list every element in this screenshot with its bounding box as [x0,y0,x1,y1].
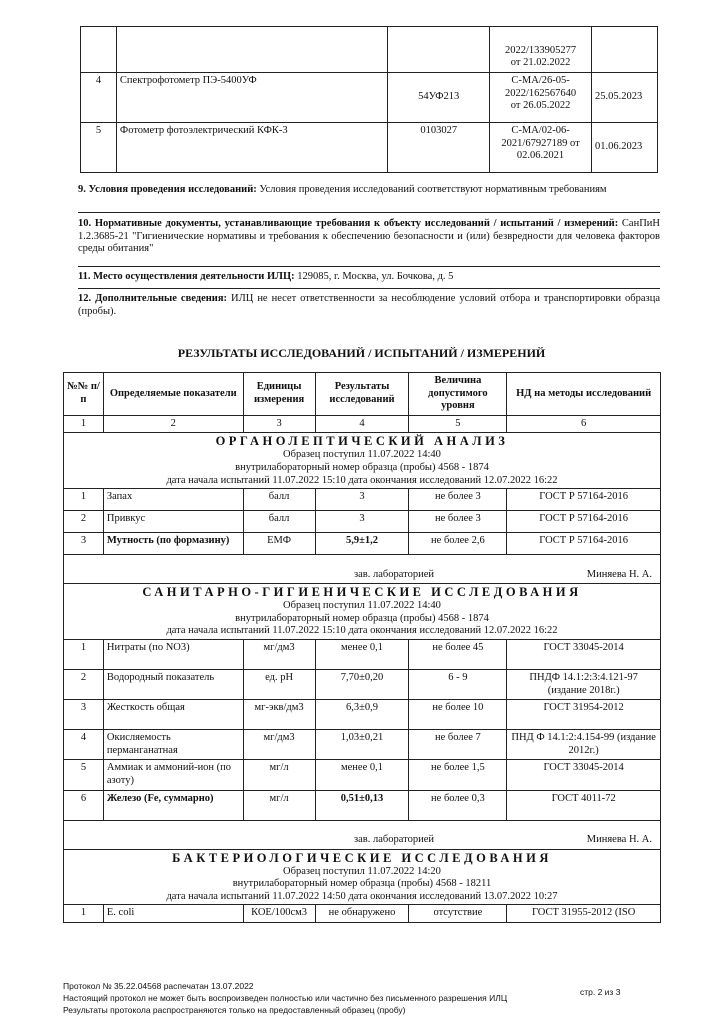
row-unit: балл [243,489,315,511]
row-limit: не более 2,6 [409,533,507,555]
header-limit: Величина допустимого уровня [409,373,507,416]
equip-cert: 2022/133905277 от 21.02.2022 [490,27,592,73]
row-limit: не более 0,3 [409,790,507,820]
section-10-text: СанПиН 1.2.3685-21 "Гигиенические нормативы и требования к обеспечению безопасности и (или) безвредности для человека факторов среды обитания" [78,218,660,255]
row-unit: мг/л [243,760,315,790]
row-limit: не более 1,5 [409,760,507,790]
row-unit: ЕМФ [243,533,315,555]
row-result: 6,3±0,9 [315,700,409,730]
sanitary-rows [64,639,661,820]
section-11-text: 129085, г. Москва, ул. Бочкова, д. 5 [294,271,454,282]
equip-num: 5 [81,123,117,173]
signature-row [64,555,661,584]
bacteriological-rows [64,905,661,923]
equip-serial: 0103027 [388,123,490,173]
organoleptic-lab-num: внутрилабораторный номер образца (пробы) 4568 - 1874 [235,461,489,473]
row-unit: балл [243,511,315,533]
section-10 [78,218,660,256]
row-unit: ед. pH [243,669,315,699]
equip-num: 4 [81,73,117,123]
row-method: ГОСТ 33045-2014 [507,760,661,790]
equip-name [116,27,387,73]
row-limit: не более 7 [409,730,507,760]
section-12-text: ИЛЦ не несет ответственности за несоблюдение условий отбора и транспортировки образца (пробы). [78,293,660,317]
row-result: 1,03±0,21 [315,730,409,760]
col-num: 5 [409,415,507,433]
section-12-label: 12. Дополнительные сведения: [78,293,228,304]
row-num: 2 [64,669,104,699]
footer-line-2: Настоящий протокол не может быть воспроизведен полностью или частично без письменного разрешения ИЛЦ [63,993,508,1003]
organoleptic-rows [64,489,661,555]
header-method: НД на методы исследований [507,373,661,416]
equip-serial: 54УФ213 [388,73,490,123]
row-result: не обнаружено [315,905,409,923]
col-num: 2 [103,415,243,433]
footer-line-3: Результаты протокола распространяются только на предоставленный образец (пробу) [63,1005,406,1015]
row-num: 3 [64,700,104,730]
equip-valid [592,27,658,73]
row-result: менее 0,1 [315,639,409,669]
header-unit: Единицы измерения [243,373,315,416]
row-unit: мг/л [243,790,315,820]
row-limit: не более 3 [409,511,507,533]
organoleptic-dates: дата начала испытаний 11.07.2022 15:10 дата окончания исследований 12.07.2022 16:22 [166,474,558,486]
organoleptic-received: Образец поступил 11.07.2022 14:40 [283,449,441,461]
equipment-table [80,26,658,173]
equip-num [81,27,117,73]
col-num: 6 [507,415,661,433]
row-unit: мг/дм3 [243,639,315,669]
section-header-row [64,849,661,905]
results-table [63,372,661,923]
row-num: 1 [64,639,104,669]
equip-cert: С-МА/02-06- 2021/67927189 от 02.06.2021 [490,123,592,173]
col-num: 1 [64,415,104,433]
results-title: РЕЗУЛЬТАТЫ ИССЛЕДОВАНИЙ / ИСПЫТАНИЙ / ИЗМЕРЕНИЙ [177,346,546,360]
organoleptic-title: ОРГАНОЛЕПТИЧЕСКИЙ АНАЛИЗ [215,434,509,449]
row-method: ГОСТ Р 57164-2016 [507,511,661,533]
sanitary-received: Образец поступил 11.07.2022 14:40 [283,600,441,612]
row-num: 4 [64,730,104,760]
section-header-row [64,433,661,489]
row-limit: не более 10 [409,700,507,730]
divider [78,266,660,267]
table-row [64,790,661,820]
row-limit: 6 - 9 [409,669,507,699]
table-row [64,669,661,699]
table-row [81,123,658,173]
row-result: 0,51±0,13 [315,790,409,820]
organoleptic-sign-name: Миняева Н. А. [586,568,652,580]
table-row [64,639,661,669]
row-limit: отсутствие [409,905,507,923]
row-indicator: Привкус [103,511,243,533]
row-indicator: Нитраты (по NO3) [103,639,243,669]
equip-cert: С-МА/26-05- 2022/162567640 от 26.05.2022 [490,73,592,123]
row-unit: мг-экв/дм3 [243,700,315,730]
table-row [81,73,658,123]
bacteriological-lab-num: внутрилабораторный номер образца (пробы) 4568 - 18211 [232,878,492,890]
section-9-text: Условия проведения исследований соответствуют нормативным требованиям [256,184,607,195]
sanitary-sign-position: зав. лабораторией [354,833,434,845]
sanitary-title: САНИТАРНО-ГИГИЕНИЧЕСКИЕ ИССЛЕДОВАНИЯ [142,585,582,600]
row-num: 5 [64,760,104,790]
section-11-label: 11. Место осуществления деятельности ИЛЦ: [78,271,295,282]
sanitary-dates: дата начала испытаний 11.07.2022 15:10 дата окончания исследований 12.07.2022 16:22 [166,625,558,637]
row-result: 3 [315,511,409,533]
row-indicator: Аммиак и аммоний-ион (по азоту) [103,760,243,790]
section-10-label: 10. Нормативные документы, устанавливающие требования к объекту исследований / испытаний / измерений: [78,218,619,229]
row-num: 6 [64,790,104,820]
row-result: 7,70±0,20 [315,669,409,699]
row-indicator: Железо (Fe, суммарно) [103,790,243,820]
table-row [64,760,661,790]
row-indicator: Запах [103,489,243,511]
row-limit: не более 3 [409,489,507,511]
row-result: менее 0,1 [315,760,409,790]
row-method: ГОСТ Р 57164-2016 [507,533,661,555]
table-row [64,700,661,730]
table-row [64,489,661,511]
equip-valid: 25.05.2023 [592,73,658,123]
row-num: 1 [64,489,104,511]
sanitary-sign-name: Миняева Н. А. [586,833,652,845]
row-limit: не более 45 [409,639,507,669]
bacteriological-title: БАКТЕРИОЛОГИЧЕСКИЕ ИССЛЕДОВАНИЯ [172,850,552,865]
col-num: 3 [243,415,315,433]
sanitary-lab-num: внутрилабораторный номер образца (пробы) 4568 - 1874 [235,612,489,624]
row-indicator: Жесткость общая [103,700,243,730]
row-method: ПНД Ф 14.1:2:4.154-99 (издание 2012г.) [507,730,661,760]
section-12 [78,293,660,318]
signature-row [64,820,661,849]
table-row [64,533,661,555]
row-num: 1 [64,905,104,923]
section-11 [78,271,660,284]
section-9 [78,184,660,197]
row-unit: мг/дм3 [243,730,315,760]
bacteriological-dates: дата начала испытаний 11.07.2022 14:50 дата окончания исследований 13.07.2022 10:27 [166,890,558,902]
table-row [81,27,658,73]
section-9-label: 9. Условия проведения исследований: [78,184,257,195]
row-method: ГОСТ 31955-2012 (ISO [507,905,661,923]
header-result: Результаты исследований [315,373,409,416]
row-result: 3 [315,489,409,511]
table-row [64,511,661,533]
bacteriological-received: Образец поступил 11.07.2022 14:20 [283,865,441,877]
equip-serial [388,27,490,73]
page-number: стр. 2 из 3 [580,987,621,997]
row-num: 2 [64,511,104,533]
row-method: ГОСТ 4011-72 [507,790,661,820]
table-row [64,905,661,923]
divider [78,212,660,213]
footer-line-1: Протокол № 35.22.04568 распечатан 13.07.2022 [63,981,254,991]
row-method: ГОСТ 31954-2012 [507,700,661,730]
row-indicator: Мутность (по формазину) [103,533,243,555]
row-indicator: E. coli [103,905,243,923]
header-row [64,373,661,416]
equip-name: Спектрофотометр ПЭ-5400УФ [116,73,387,123]
table-row [64,730,661,760]
row-unit: КОЕ/100см3 [243,905,315,923]
row-result: 5,9±1,2 [315,533,409,555]
header-num: №№ п/п [64,373,104,416]
col-number-row [64,415,661,433]
row-num: 3 [64,533,104,555]
equip-name: Фотометр фотоэлектрический КФК-3 [116,123,387,173]
header-indicator: Определяемые показатели [103,373,243,416]
divider [78,288,660,289]
row-indicator: Водородный показатель [103,669,243,699]
section-header-row [64,584,661,640]
equip-valid: 01.06.2023 [592,123,658,173]
row-method: ГОСТ Р 57164-2016 [507,489,661,511]
organoleptic-sign-position: зав. лабораторией [354,568,434,580]
row-method: ПНДФ 14.1:2:3:4.121-97 (издание 2018г.) [507,669,661,699]
row-method: ГОСТ 33045-2014 [507,639,661,669]
row-indicator: Окисляемость перманганатная [103,730,243,760]
col-num: 4 [315,415,409,433]
